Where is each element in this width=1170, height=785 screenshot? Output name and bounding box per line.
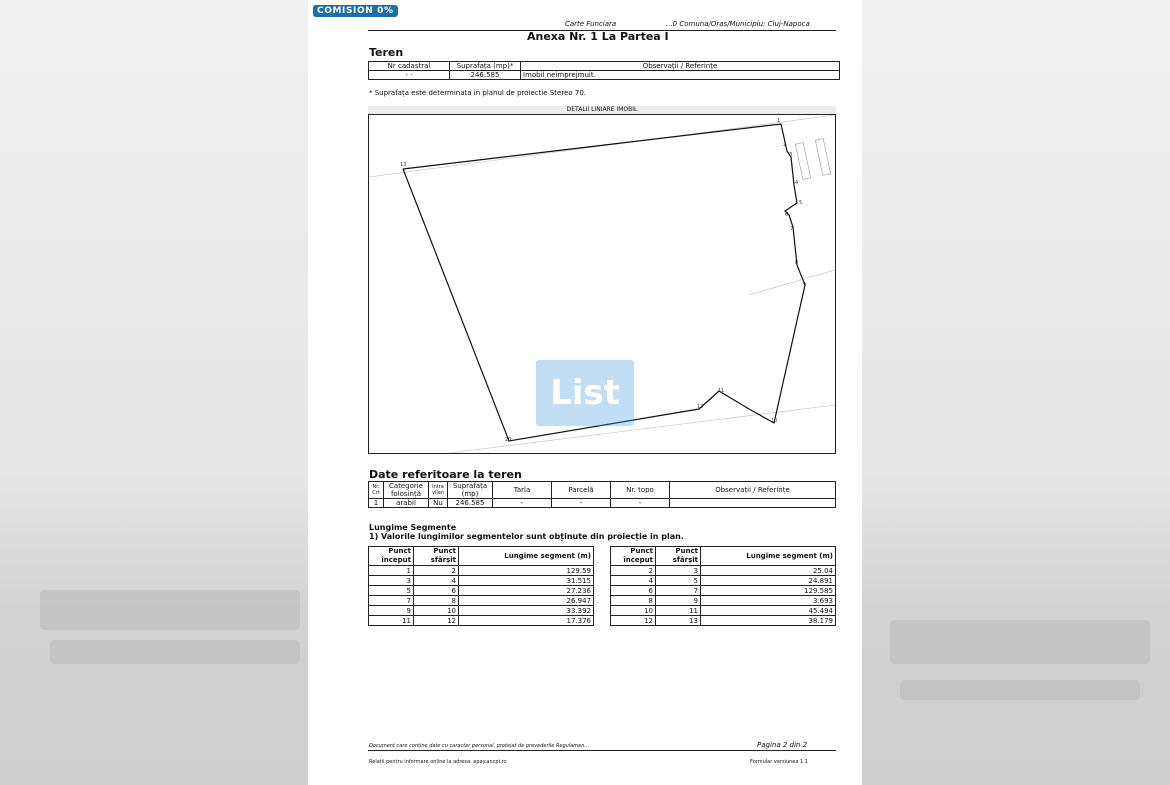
table-cell: 10 [611,606,656,616]
table-cell: 246.585 [448,499,493,508]
column-header: Suprafața (mp)* [450,62,521,71]
table-header-row [369,547,594,566]
table-cell: 17.376 [459,616,594,626]
point-label: 9 [803,282,807,288]
column-header: Categorie folosință [384,482,429,499]
table-cell: 6 [611,586,656,596]
carte-funciara-label: Carte Funciara [565,20,617,28]
table-row [369,616,594,626]
table-row [369,606,594,616]
table-row [611,606,836,616]
column-header: Suprafața (mp) [448,482,493,499]
column-header: Tarla [493,482,552,499]
table-cell: 9 [369,606,414,616]
table-cell: 13 [656,616,701,626]
date-heading: Date referitoare la teren [369,468,522,481]
cell-nr: · · [369,71,450,80]
table-row [611,616,836,626]
table-cell: 2 [414,566,459,576]
grid-line [369,115,835,177]
segments-heading: Lungime Segmente [369,523,457,532]
table-cell: 4 [611,576,656,586]
table-cell: 2 [611,566,656,576]
table-row [611,596,836,606]
column-header: Punct sfârșit [656,547,701,566]
point-label: 8 [795,260,799,266]
table-cell: 26.947 [459,596,594,606]
background-left [0,0,308,785]
table-cell: 38.179 [701,616,836,626]
table-row [611,586,836,596]
building-outline [815,139,830,176]
table-header-row [611,547,836,566]
annex-title: Anexa Nr. 1 La Partea I [527,30,669,43]
table-cell: 9 [656,596,701,606]
point-label: 3 [789,152,793,158]
point-label: 12 [697,404,704,410]
teren-heading: Teren [369,46,404,59]
segments-table-right [610,546,836,626]
column-header: Nr. Crt [369,482,384,499]
table-cell: 5 [656,576,701,586]
table-row [369,71,840,80]
table-cell: 3 [369,576,414,586]
grid-line [749,270,835,295]
table-cell: 8 [414,596,459,606]
cell-obs: Imobil neimprejmuit. [521,71,840,80]
table-row [369,576,594,586]
column-header: Punct început [369,547,414,566]
table-header-row [369,482,836,499]
table-cell: 129.59 [459,566,594,576]
page-number: Pagina 2 din 2 [757,741,808,749]
table-row [369,566,594,576]
date-table [368,481,836,508]
column-header: Intra vilan [429,482,448,499]
point-label: 7 [790,226,794,232]
table-cell: 33.392 [459,606,594,616]
table-cell: 4 [414,576,459,586]
table-row [611,576,836,586]
table-cell: 11 [369,616,414,626]
blurred-block [50,640,300,664]
table-cell: 129.585 [701,586,836,596]
table-cell: 1 [369,566,414,576]
footer-version: Formular versiunea 1.1 [750,759,808,765]
point-label: 5 [799,200,803,206]
table-cell: 7 [369,596,414,606]
column-header: Observații / Referințe [670,482,836,499]
table-cell: 8 [611,596,656,606]
plan-title: DETALII LINIARE IMOBIL [368,106,836,114]
table-header-row [369,62,840,71]
background-right [862,0,1170,785]
column-header: Observații / Referințe [521,62,840,71]
blurred-block [890,620,1150,664]
segments-subtitle: 1) Valorile lungimilor segmentelor sunt obținute din proiecție in plan. [369,532,684,541]
table-row [369,586,594,596]
table-cell: 12 [414,616,459,626]
segments-table-left [368,546,594,626]
table-cell: - [611,499,670,508]
footer-rule [368,750,836,751]
table-cell: 3.693 [701,596,836,606]
table-row [369,499,836,508]
table-cell: 45.494 [701,606,836,616]
table-cell: - [552,499,611,508]
table-cell: Nu [429,499,448,508]
blurred-block [900,680,1140,700]
table-cell: 5 [369,586,414,596]
point-label: 20 [505,437,512,443]
column-header: Nr. topo [611,482,670,499]
footer-disclaimer: Document care conține date cu caracter personal, protejat de prevederile Regulamen... [369,743,590,749]
table-cell: 24.891 [701,576,836,586]
table-cell [670,499,836,508]
table-cell: 3 [656,566,701,576]
grid-line [449,405,835,453]
column-header: Lungime segment (m) [459,547,594,566]
point-label: 4 [795,180,799,186]
commission-badge: COMISION 0% [313,5,398,17]
table-cell: arabil [384,499,429,508]
locality-label: ...0 Comuna/Oras/Municipiu: Cluj-Napoca [666,20,810,28]
footer-info: Relații pentru informare online la adresa: epay.ancpi.ro [369,759,507,765]
point-label: 6 [785,212,789,218]
table-cell: 10 [414,606,459,616]
table-row [369,596,594,606]
surface-note: * Suprafața este determinata in planul de proiectie Stereo 70. [369,89,587,97]
table-cell: 7 [656,586,701,596]
table-cell: 25.04 [701,566,836,576]
table-cell: 6 [414,586,459,596]
teren-table [368,61,840,80]
table-cell: 31.515 [459,576,594,586]
table-cell: 11 [656,606,701,616]
table-cell: 1 [369,499,384,508]
table-row [611,566,836,576]
point-label: 11 [718,388,725,394]
building-outline [795,143,810,180]
cell-suprafata: 246.585 [450,71,521,80]
column-header: Punct sfârșit [414,547,459,566]
point-label: 13 [400,162,407,168]
column-header: Nr cadastral [369,62,450,71]
table-cell: 27.236 [459,586,594,596]
point-label: 10 [771,418,778,424]
column-header: Punct început [611,547,656,566]
column-header: Parcelă [552,482,611,499]
point-label: 1 [777,118,781,124]
table-cell: - [493,499,552,508]
watermark-logo: List [536,360,634,426]
table-cell: 12 [611,616,656,626]
point-label: 2 [783,142,787,148]
column-header: Lungime segment (m) [701,547,836,566]
blurred-block [40,590,300,630]
